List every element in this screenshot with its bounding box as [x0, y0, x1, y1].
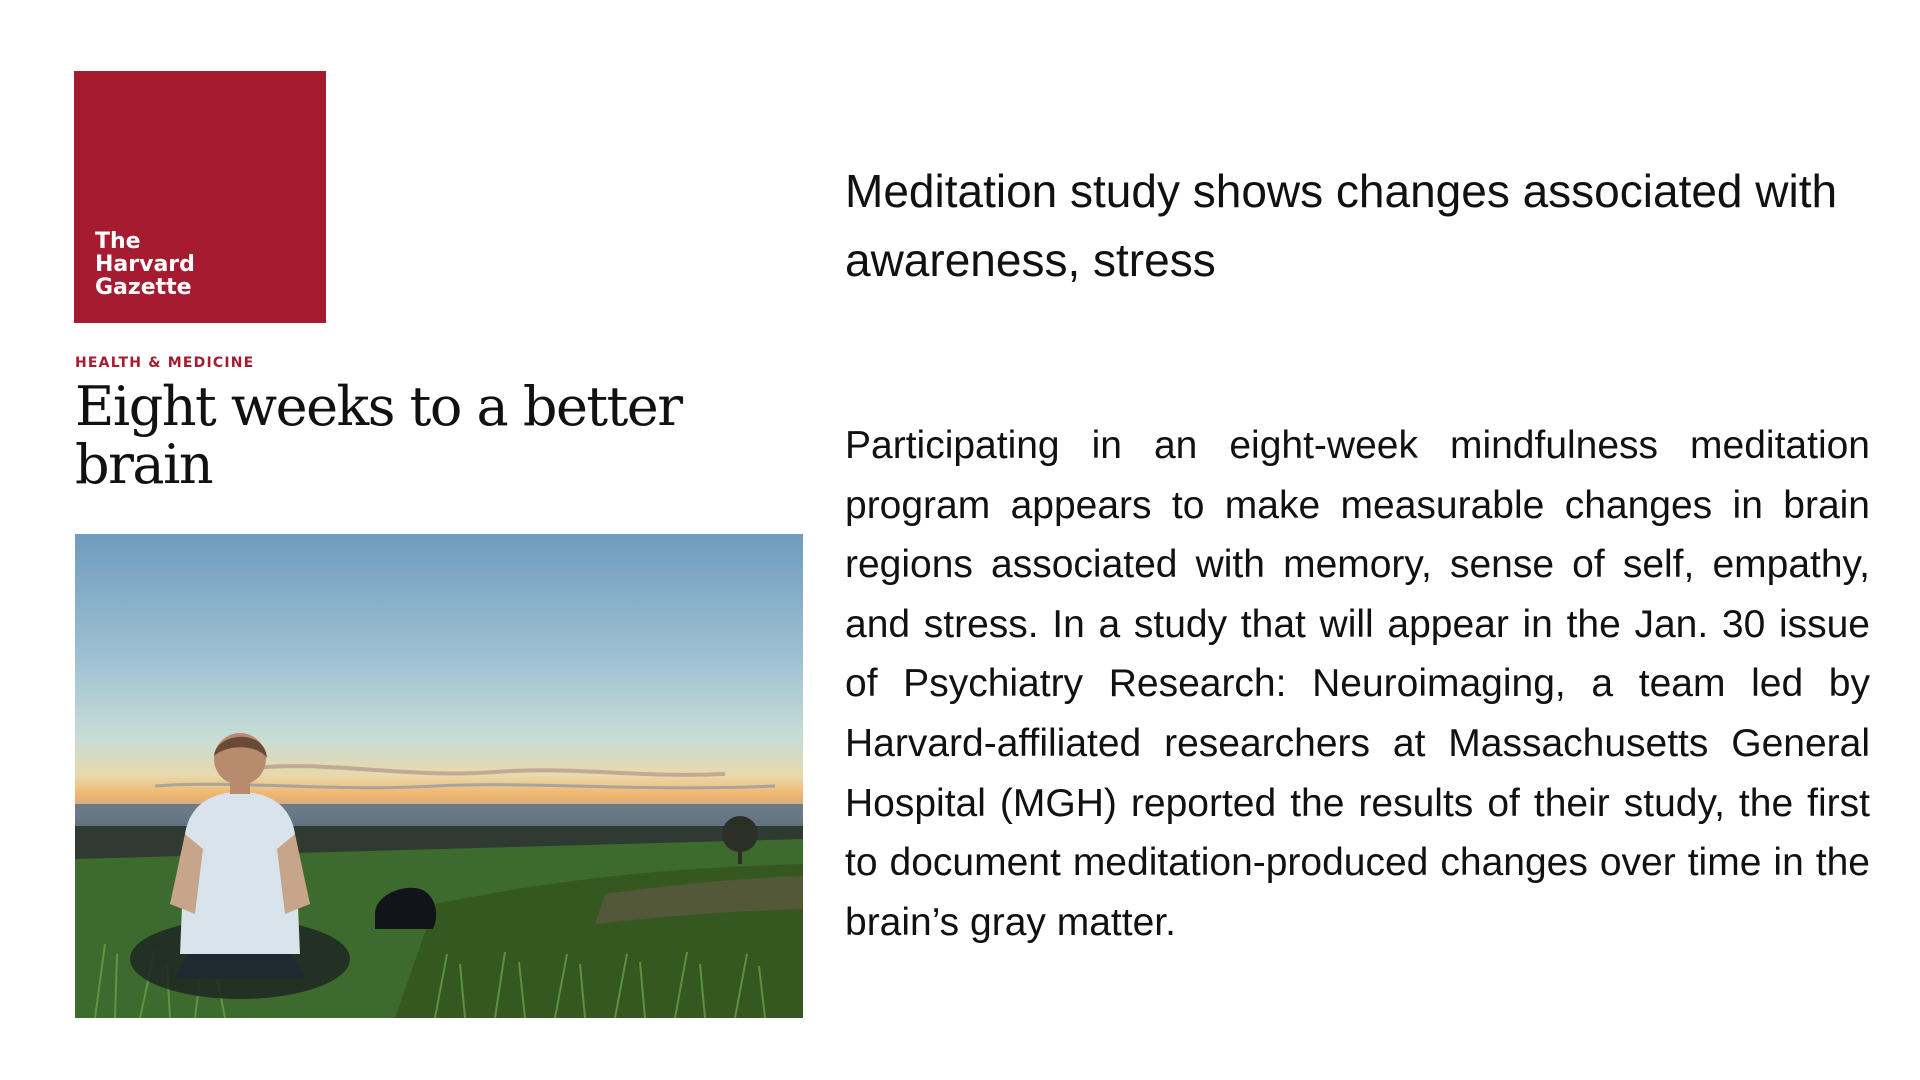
article-subtitle: Meditation study shows changes associated with awareness, stress [845, 165, 1838, 286]
article-body: Participating in an eight-week mindfulness meditation program appears to make measurable changes in brain regions associated with memory, sense of self, empathy, and stress. In a study that will appear in the Jan. 30 issue of Psychiatry Research: Neuroimaging, a team led by Harvard-affiliated researchers at Massachusetts General Hospital (MGH) reported the results of their study, the first to document meditation-produced changes over time in the brain’s gray matter. [845, 424, 1870, 944]
article-category: HEALTH & MEDICINE [75, 355, 255, 371]
logo-line-the: The [95, 229, 141, 254]
meditation-photo [75, 534, 803, 1018]
meditation-photo-illustration [75, 534, 803, 1018]
logo-wordmark [95, 230, 195, 299]
logo-line-gazette: Gazette [95, 275, 192, 300]
article-headline: Eight weeks to a better brain [75, 375, 682, 496]
harvard-gazette-logo [74, 71, 326, 323]
logo-line-harvard: Harvard [95, 252, 195, 277]
